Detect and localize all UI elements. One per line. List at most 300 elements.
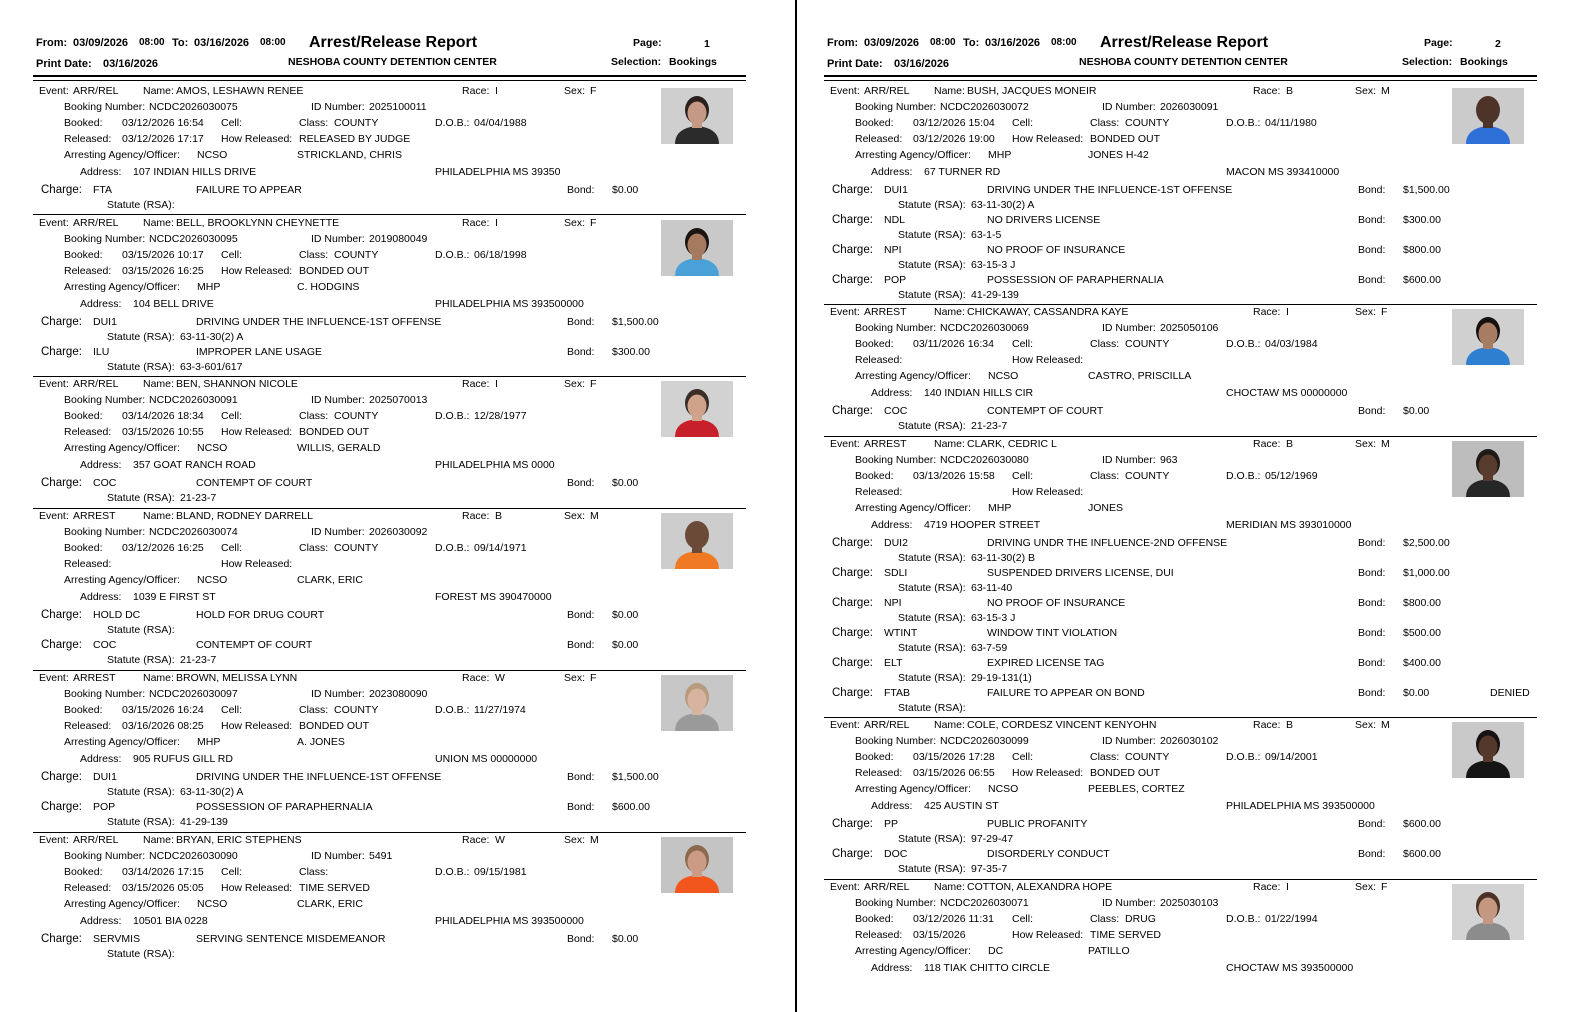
record-separator (33, 832, 746, 833)
statute-value: 63-15-3 J (971, 259, 1016, 271)
page-label: Page: (633, 37, 662, 49)
address-city: PHILADELPHIA MS 393500000 (1226, 800, 1375, 812)
cell-label: Cell: (221, 117, 243, 129)
mugshot-photo (1452, 88, 1524, 144)
bond-amount: $0.00 (612, 477, 639, 489)
released-label: Released: (64, 133, 112, 145)
bond-label: Bond: (567, 184, 595, 196)
id-number-label: ID Number: (1102, 897, 1156, 909)
mugshot-photo (1452, 722, 1524, 778)
inmate-name: BUSH, JACQUES MONEIR (967, 85, 1097, 97)
id-number-label: ID Number: (1102, 101, 1156, 113)
charge-label: Charge: (832, 567, 873, 579)
statute-value: 21-23-7 (971, 420, 1008, 432)
to-date: 03/16/2026 (194, 37, 250, 49)
dob-label: D.O.B.: (1226, 117, 1261, 129)
charge-label: Charge: (832, 184, 873, 196)
class-value: COUNTY (334, 117, 379, 129)
statute-value: 29-19-131(1) (971, 672, 1032, 684)
id-number: 963 (1160, 454, 1178, 466)
booked-datetime: 03/11/2026 16:34 (913, 338, 994, 350)
bond-amount: $300.00 (1403, 214, 1441, 226)
agency-officer-label: Arresting Agency/Officer: (855, 149, 971, 161)
address-city: MERIDIAN MS 393010000 (1226, 519, 1352, 531)
statute-label: Statute (RSA): (107, 948, 175, 960)
race-label: Race: (1253, 306, 1281, 318)
record-separator (824, 436, 1537, 437)
charge-label: Charge: (41, 346, 82, 358)
how-released-label: How Released: (221, 558, 293, 570)
class-value: COUNTY (1125, 338, 1170, 350)
charge-label: Charge: (832, 405, 873, 417)
charge-code: COC (93, 477, 117, 489)
event-type: ARR/REL (73, 217, 119, 229)
bond-amount: $800.00 (1403, 244, 1441, 256)
booking-number-label: Booking Number: (855, 735, 937, 747)
record-separator (33, 214, 746, 215)
charge-description: DRIVING UNDER THE INFLUENCE-1ST OFFENSE (987, 184, 1233, 196)
page-number: 1 (704, 38, 710, 50)
event-label: Event: (830, 306, 860, 318)
charge-description: CONTEMPT OF COURT (196, 477, 313, 489)
id-number-label: ID Number: (1102, 454, 1156, 466)
charge-description: DRIVING UNDER THE INFLUENCE-1ST OFFENSE (196, 771, 442, 783)
how-released-label: How Released: (1012, 133, 1084, 145)
statute-label: Statute (RSA): (107, 331, 175, 343)
charge-description: EXPIRED LICENSE TAG (987, 657, 1105, 669)
mugshot-photo (661, 88, 733, 144)
report-title: Arrest/Release Report (1100, 34, 1269, 51)
statute-label: Statute (RSA): (898, 229, 966, 241)
arresting-agency: NCSO (197, 149, 228, 161)
charge-description: DRIVING UNDR THE INFLUENCE-2ND OFFENSE (987, 537, 1228, 549)
charge-code: DUI1 (884, 184, 908, 196)
released-label: Released: (855, 929, 903, 941)
event-type: ARREST (864, 438, 907, 450)
charge-label: Charge: (832, 848, 873, 860)
bond-amount: $0.00 (612, 639, 639, 651)
class-label: Class: (1090, 913, 1120, 925)
id-number: 2026030102 (1160, 735, 1219, 747)
statute-value: 63-11-30(2) A (180, 331, 244, 343)
class-label: Class: (299, 117, 329, 129)
charge-code: DUI1 (93, 316, 117, 328)
bond-amount: $2,500.00 (1403, 537, 1450, 549)
how-released-value: TIME SERVED (299, 882, 370, 894)
how-released-value: BONDED OUT (299, 426, 370, 438)
address-label: Address: (871, 166, 913, 178)
bond-amount: $0.00 (1403, 405, 1430, 417)
address-label: Address: (871, 387, 913, 399)
arresting-agency: MHP (988, 502, 1012, 514)
dob-value: 06/18/1998 (474, 249, 527, 261)
dob-value: 05/12/1969 (1265, 470, 1318, 482)
charge-label: Charge: (41, 609, 82, 621)
inmate-name: AMOS, LESHAWN RENEE (176, 85, 304, 97)
id-number: 2023080090 (369, 688, 428, 700)
mugshot-photo (661, 381, 733, 437)
event-type: ARREST (73, 672, 116, 684)
charge-code: SERVMIS (93, 933, 141, 945)
class-value: COUNTY (334, 542, 379, 554)
statute-label: Statute (RSA): (107, 624, 175, 636)
released-label: Released: (64, 426, 112, 438)
id-number-label: ID Number: (1102, 735, 1156, 747)
dob-label: D.O.B.: (435, 117, 470, 129)
record-separator (824, 717, 1537, 718)
arresting-officer: PATILLO (1088, 945, 1130, 957)
class-label: Class: (299, 866, 329, 878)
event-type: ARREST (73, 510, 116, 522)
statute-value: 97-35-7 (971, 863, 1008, 875)
id-number: 2025030103 (1160, 897, 1219, 909)
address-label: Address: (80, 298, 122, 310)
booked-datetime: 03/14/2026 17:15 (122, 866, 204, 878)
event-label: Event: (830, 881, 860, 893)
agency-officer-label: Arresting Agency/Officer: (64, 442, 180, 454)
address-label: Address: (80, 591, 122, 603)
id-number: 2025100011 (369, 101, 427, 113)
print-date-label: Print Date: (827, 58, 883, 70)
arresting-agency: MHP (197, 281, 221, 293)
record-separator (824, 304, 1537, 305)
released-label: Released: (855, 486, 903, 498)
charge-description: FAILURE TO APPEAR (196, 184, 302, 196)
booking-number: NCDC2026030074 (149, 526, 238, 538)
booked-label: Booked: (855, 913, 894, 925)
booking-record (791, 438, 1582, 714)
sex-label: Sex: (1355, 881, 1377, 893)
arresting-agency: MHP (988, 149, 1012, 161)
released-datetime: 03/12/2026 17:17 (122, 133, 204, 145)
how-released-label: How Released: (221, 882, 293, 894)
event-label: Event: (39, 510, 69, 522)
page-number: 2 (1495, 38, 1501, 50)
bond-label: Bond: (567, 933, 595, 945)
address-label: Address: (80, 166, 122, 178)
bond-amount: $400.00 (1403, 657, 1441, 669)
dob-value: 09/15/1981 (474, 866, 527, 878)
charge-code: NPI (884, 244, 902, 256)
statute-value: 63-7-59 (971, 642, 1008, 654)
bond-label: Bond: (1358, 848, 1386, 860)
arresting-officer: PEEBLES, CORTEZ (1088, 783, 1185, 795)
print-date: 03/16/2026 (103, 58, 159, 70)
arresting-agency: NCSO (197, 898, 228, 910)
address-street: 107 INDIAN HILLS DRIVE (133, 166, 257, 178)
booking-number-label: Booking Number: (855, 454, 937, 466)
arresting-agency: NCSO (197, 574, 228, 586)
cell-label: Cell: (1012, 117, 1034, 129)
charge-label: Charge: (832, 687, 873, 699)
charge-label: Charge: (832, 597, 873, 609)
statute-value: 63-11-30(2) A (971, 199, 1035, 211)
booked-datetime: 03/12/2026 16:25 (122, 542, 204, 554)
charge-code: POP (93, 801, 116, 813)
event-type: ARR/REL (73, 378, 119, 390)
race-value: I (495, 85, 498, 97)
cell-label: Cell: (221, 542, 243, 554)
statute-label: Statute (RSA): (898, 642, 966, 654)
bond-label: Bond: (1358, 597, 1386, 609)
class-label: Class: (1090, 338, 1120, 350)
agency-officer-label: Arresting Agency/Officer: (64, 898, 180, 910)
released-datetime: 03/16/2026 08:25 (122, 720, 204, 732)
booking-number: NCDC2026030097 (149, 688, 238, 700)
charge-description: WINDOW TINT VIOLATION (987, 627, 1118, 639)
charge-description: CONTEMPT OF COURT (196, 639, 313, 651)
arresting-agency: MHP (197, 736, 221, 748)
statute-value: 97-29-47 (971, 833, 1014, 845)
mugshot-photo (661, 675, 733, 731)
print-date: 03/16/2026 (894, 58, 950, 70)
bond-label: Bond: (567, 609, 595, 621)
to-time: 08:00 (1051, 37, 1077, 48)
statute-label: Statute (RSA): (898, 702, 966, 714)
bond-label: Bond: (1358, 567, 1386, 579)
how-released-label: How Released: (221, 265, 293, 277)
charge-description: CONTEMPT OF COURT (987, 405, 1104, 417)
charge-code: WTINT (884, 627, 918, 639)
event-label: Event: (830, 719, 860, 731)
id-number-label: ID Number: (311, 688, 365, 700)
id-number-label: ID Number: (311, 526, 365, 538)
address-city: CHOCTAW MS 393500000 (1226, 962, 1354, 974)
statute-label: Statute (RSA): (107, 199, 175, 211)
booking-record (0, 510, 791, 670)
sex-value: F (1381, 306, 1388, 318)
record-separator (33, 670, 746, 671)
cell-label: Cell: (1012, 913, 1034, 925)
class-value: COUNTY (334, 249, 379, 261)
charge-code: PP (884, 818, 899, 830)
address-city: PHILADELPHIA MS 393500000 (435, 915, 584, 927)
bond-label: Bond: (1358, 537, 1386, 549)
booking-number: NCDC2026030071 (940, 897, 1029, 909)
mugshot-photo (1452, 884, 1524, 940)
charge-label: Charge: (41, 316, 82, 328)
released-datetime: 03/15/2026 05:05 (122, 882, 204, 894)
charge-label: Charge: (41, 933, 82, 945)
sex-value: F (590, 217, 597, 229)
sex-label: Sex: (564, 510, 586, 522)
released-datetime: 03/15/2026 (913, 929, 966, 941)
booking-number: NCDC2026030091 (149, 394, 238, 406)
dob-label: D.O.B.: (435, 249, 470, 261)
booking-number-label: Booking Number: (64, 688, 146, 700)
bond-amount: $800.00 (1403, 597, 1441, 609)
address-street: 10501 BIA 0228 (133, 915, 208, 927)
bond-amount: $0.00 (1403, 687, 1430, 699)
bond-label: Bond: (567, 477, 595, 489)
race-value: B (1286, 85, 1294, 97)
released-datetime: 03/15/2026 06:55 (913, 767, 995, 779)
class-value: COUNTY (1125, 117, 1170, 129)
address-city: PHILADELPHIA MS 0000 (435, 459, 555, 471)
sex-label: Sex: (564, 672, 586, 684)
id-number-label: ID Number: (311, 394, 365, 406)
booking-record (791, 881, 1582, 1012)
agency-officer-label: Arresting Agency/Officer: (64, 281, 180, 293)
booking-number: NCDC2026030099 (940, 735, 1029, 747)
address-label: Address: (871, 800, 913, 812)
charge-label: Charge: (832, 214, 873, 226)
inmate-name: BEN, SHANNON NICOLE (176, 378, 298, 390)
charge-code: COC (884, 405, 908, 417)
race-value: W (495, 834, 505, 846)
how-released-label: How Released: (221, 426, 293, 438)
from-time: 08:00 (139, 37, 165, 48)
arresting-officer: JONES (1088, 502, 1124, 514)
race-value: I (495, 217, 498, 229)
charge-code: NPI (884, 597, 902, 609)
dob-value: 04/11/1980 (1265, 117, 1317, 129)
bond-label: Bond: (567, 771, 595, 783)
name-label: Name: (143, 834, 174, 846)
bond-amount: $500.00 (1403, 627, 1441, 639)
address-label: Address: (80, 915, 122, 927)
name-label: Name: (143, 378, 174, 390)
booked-label: Booked: (64, 410, 103, 422)
sex-label: Sex: (564, 217, 586, 229)
name-label: Name: (143, 510, 174, 522)
statute-value: 63-1-5 (971, 229, 1002, 241)
inmate-name: COLE, CORDESZ VINCENT KENYOHN (967, 719, 1157, 731)
header-rule-thin (824, 80, 1537, 81)
from-date: 03/09/2026 (864, 37, 920, 49)
bond-label: Bond: (1358, 244, 1386, 256)
bond-amount: $1,000.00 (1403, 567, 1450, 579)
dob-label: D.O.B.: (435, 704, 470, 716)
charge-code: ELT (884, 657, 903, 669)
how-released-label: How Released: (1012, 486, 1084, 498)
statute-value: 21-23-7 (180, 492, 217, 504)
id-number: 2025050106 (1160, 322, 1219, 334)
arresting-officer: A. JONES (297, 736, 345, 748)
booking-number-label: Booking Number: (64, 233, 146, 245)
inmate-name: CHICKAWAY, CASSANDRA KAYE (967, 306, 1129, 318)
statute-label: Statute (RSA): (898, 199, 966, 211)
address-street: 67 TURNER RD (924, 166, 1001, 178)
dob-label: D.O.B.: (1226, 470, 1261, 482)
name-label: Name: (143, 672, 174, 684)
from-label: From: (827, 37, 859, 49)
name-label: Name: (934, 881, 965, 893)
sex-value: M (1381, 719, 1390, 731)
class-label: Class: (1090, 470, 1120, 482)
id-number: 2019080049 (369, 233, 428, 245)
selection-value: Bookings (669, 56, 717, 68)
arresting-officer: C. HODGINS (297, 281, 360, 293)
statute-value: 63-3-601/617 (180, 361, 243, 373)
charge-description: DRIVING UNDER THE INFLUENCE-1ST OFFENSE (196, 316, 442, 328)
dob-label: D.O.B.: (435, 542, 470, 554)
charge-description: PUBLIC PROFANITY (987, 818, 1088, 830)
bond-amount: $1,500.00 (612, 771, 659, 783)
charge-label: Charge: (832, 627, 873, 639)
bond-label: Bond: (1358, 687, 1386, 699)
bond-amount: $1,500.00 (612, 316, 659, 328)
booking-number-label: Booking Number: (855, 101, 937, 113)
address-city: CHOCTAW MS 00000000 (1226, 387, 1348, 399)
booking-number: NCDC2026030072 (940, 101, 1029, 113)
booking-record (791, 85, 1582, 301)
mugshot-photo (661, 513, 733, 569)
charge-description: SERVING SENTENCE MISDEMEANOR (196, 933, 386, 945)
race-label: Race: (462, 672, 490, 684)
header-rule (824, 75, 1537, 77)
statute-label: Statute (RSA): (898, 863, 966, 875)
statute-label: Statute (RSA): (898, 420, 966, 432)
booked-datetime: 03/12/2026 15:04 (913, 117, 995, 129)
event-label: Event: (39, 378, 69, 390)
booking-number-label: Booking Number: (855, 897, 937, 909)
bond-amount: $600.00 (1403, 818, 1441, 830)
charge-description: IMPROPER LANE USAGE (196, 346, 323, 358)
id-number: 2026030092 (369, 526, 428, 538)
race-value: B (495, 510, 503, 522)
sex-label: Sex: (564, 834, 586, 846)
arresting-agency: DC (988, 945, 1004, 957)
charge-code: HOLD DC (93, 609, 141, 621)
from-time: 08:00 (930, 37, 956, 48)
booking-number: NCDC2026030069 (940, 322, 1029, 334)
inmate-name: CLARK, CEDRIC L (967, 438, 1057, 450)
booked-label: Booked: (64, 117, 103, 129)
record-separator (33, 376, 746, 377)
sex-label: Sex: (1355, 306, 1377, 318)
agency-officer-label: Arresting Agency/Officer: (855, 945, 971, 957)
dob-label: D.O.B.: (1226, 913, 1261, 925)
charge-description: NO PROOF OF INSURANCE (987, 597, 1126, 609)
agency-officer-label: Arresting Agency/Officer: (855, 502, 971, 514)
released-label: Released: (64, 558, 112, 570)
booked-label: Booked: (64, 542, 103, 554)
sex-label: Sex: (1355, 85, 1377, 97)
booking-number: NCDC2026030080 (940, 454, 1029, 466)
statute-value: 63-15-3 J (971, 612, 1016, 624)
released-datetime: 03/12/2026 19:00 (913, 133, 995, 145)
charge-description: NO PROOF OF INSURANCE (987, 244, 1126, 256)
to-label: To: (963, 37, 980, 49)
bond-label: Bond: (567, 801, 595, 813)
statute-value: 41-29-139 (180, 816, 228, 828)
class-value: COUNTY (1125, 470, 1170, 482)
id-number-label: ID Number: (311, 233, 365, 245)
bond-label: Bond: (567, 639, 595, 651)
statute-label: Statute (RSA): (898, 552, 966, 564)
charge-label: Charge: (41, 771, 82, 783)
bond-label: Bond: (567, 346, 595, 358)
how-released-label: How Released: (221, 133, 293, 145)
page-label: Page: (1424, 37, 1453, 49)
cell-label: Cell: (221, 866, 243, 878)
sex-label: Sex: (564, 85, 586, 97)
sex-value: F (590, 85, 597, 97)
charge-code: DUI2 (884, 537, 908, 549)
how-released-label: How Released: (221, 720, 293, 732)
dob-value: 12/28/1977 (474, 410, 527, 422)
to-time: 08:00 (260, 37, 286, 48)
bond-amount: $0.00 (612, 184, 639, 196)
dob-label: D.O.B.: (435, 410, 470, 422)
charge-code: POP (884, 274, 907, 286)
statute-value: 63-11-30(2) B (971, 552, 1036, 564)
cell-label: Cell: (1012, 338, 1034, 350)
event-type: ARREST (864, 306, 907, 318)
statute-label: Statute (RSA): (898, 612, 966, 624)
charge-label: Charge: (41, 184, 82, 196)
